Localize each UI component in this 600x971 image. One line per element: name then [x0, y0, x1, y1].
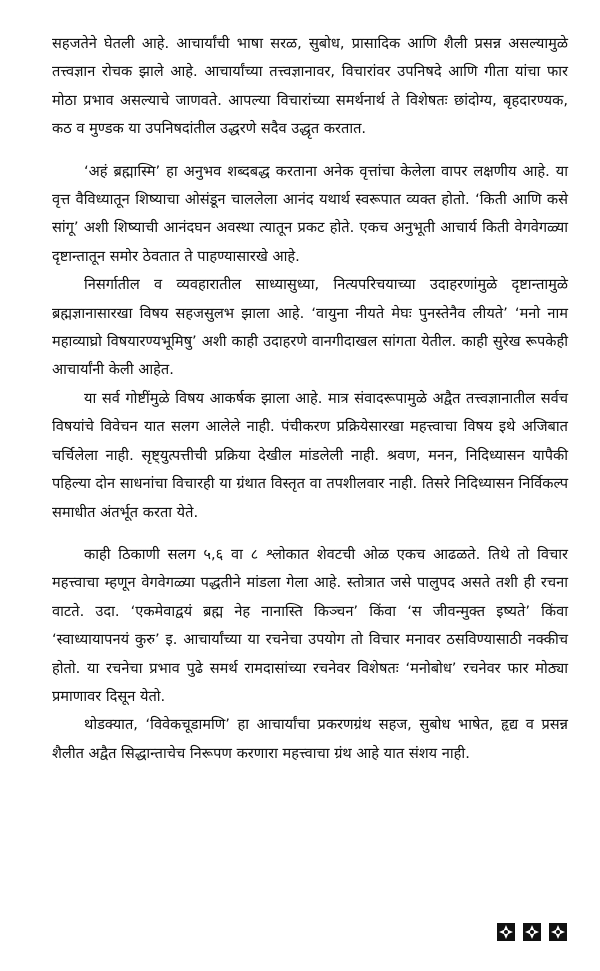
paragraph: थोडक्यात, ‘विवेकचूडामणि’ हा आचार्यांचा प्रकरणग्रंथ सहज, सुबोध भाषेत, हृद्य व प्रसन्न शैलीत अद्वैत सिद्धान्ताचेच निरूपण करणारा महत्त्वाचा ग्रंथ आहे यात संशय नाही. — [52, 716, 568, 762]
document-page — [52, 30, 568, 768]
section-end-ornaments — [496, 922, 568, 942]
paragraph: निसर्गातील व व्यवहारातील साध्यासुध्या, नित्यपरिचयाच्या उदाहरणांमुळे दृष्टान्तामुळे ब्रह्मज्ञानासारखा विषय सहजसुलभ झाला आहे. ‘वायुना नीयते मेघः पुनस्तेनैव लीयते’ ‘मनो नाम महाव्याघ्रो विषयारण्यभूमिषु’ अशी काही उदाहरणे वानगीदाखल सांगता येतील. काही सुरेख रूपकेही आचार्यांनी केली आहेत. — [52, 276, 569, 379]
paragraph: ‘अहं ब्रह्मास्मि’ हा अनुभव शब्दबद्ध करताना अनेक वृत्तांचा केलेला वापर लक्षणीय आहे. या वृत्त वैविध्यातून शिष्याचा ओसंडून चाललेला आनंद यथार्थ स्वरूपात व्यक्त होतो. ‘किती आणि कसे सांगू’ अशी शिष्याची आनंदघन अवस्था त्यातून प्रकट होते. एकच अनुभूती आचार्य किती वेगवेगळ्या दृष्टान्तातून समोर ठेवतात ते पाहण्यासारखे आहे. — [52, 162, 568, 265]
paragraph: काही ठिकाणी सलग ५,६ वा ८ श्लोकात शेवटची ओळ एकच आढळते. तिथे तो विचार महत्त्वाचा म्हणून वेगवेगळ्या पद्धतीने मांडला गेला आहे. स्तोत्रात जसे पालुपद असते तशी ही रचना वाटते. उदा. ‘एकमेवाद्वयं ब्रह्म नेह नानास्ति किञ्चन’ किंवा ‘स जीवन्मुक्त इष्यते’ किंवा ‘स्वाध्यायापनयं कुरु’ इ. आचार्यांच्या या रचनेचा उपयोग तो विचार मनावर ठसविण्यासाठी नक्कीच होतो. या रचनेचा प्रभाव पुढे समर्थ रामदासांच्या रचनेवर विशेषतः ‘मनोबोध’ रचनेवर फार मोठ्या प्रमाणावर दिसून येतो. — [52, 545, 568, 705]
section-end-ornament-icon — [548, 922, 568, 942]
section-end-ornament-icon — [496, 922, 516, 942]
paragraph: या सर्व गोष्टींमुळे विषय आकर्षक झाला आहे. मात्र संवादरूपामुळे अद्वैत तत्त्वज्ञानातील सर्वच विषयांचे विवेचन यात सलग आलेले नाही. पंचीकरण प्रक्रियेसारखा महत्त्वाचा विषय इथे अजिबात चर्चिलेला नाही. सृष्ट्युत्पत्तीची प्रक्रिया देखील मांडलेली नाही. श्रवण, मनन, निदिध्यासन यापैकी पहिल्या दोन साधनांचा विचारही या ग्रंथात विस्तृत वा तपशीलवार नाही. तिसरे निदिध्यासन निर्विकल्प समाधीत अंतर्भूत करता येते. — [52, 389, 568, 521]
paragraph: सहजतेने घेतली आहे. आचार्यांची भाषा सरळ, सुबोध, प्रासादिक आणि शैली प्रसन्न असल्यामुळे तत्त्वज्ञान रोचक झाले आहे. आचार्यांच्या तत्त्वज्ञानावर, विचारांवर उपनिषदे आणि गीता यांचा फार मोठा प्रभाव असल्याचे जाणवते. आपल्या विचारांच्या समर्थनार्थ ते विशेषतः छांदोग्य, बृहदारण्यक, कठ व मुण्डक या उपनिषदांतील उद्धरणे सदैव उद्धृत करतात. — [52, 35, 568, 138]
section-end-ornament-icon — [522, 922, 542, 942]
